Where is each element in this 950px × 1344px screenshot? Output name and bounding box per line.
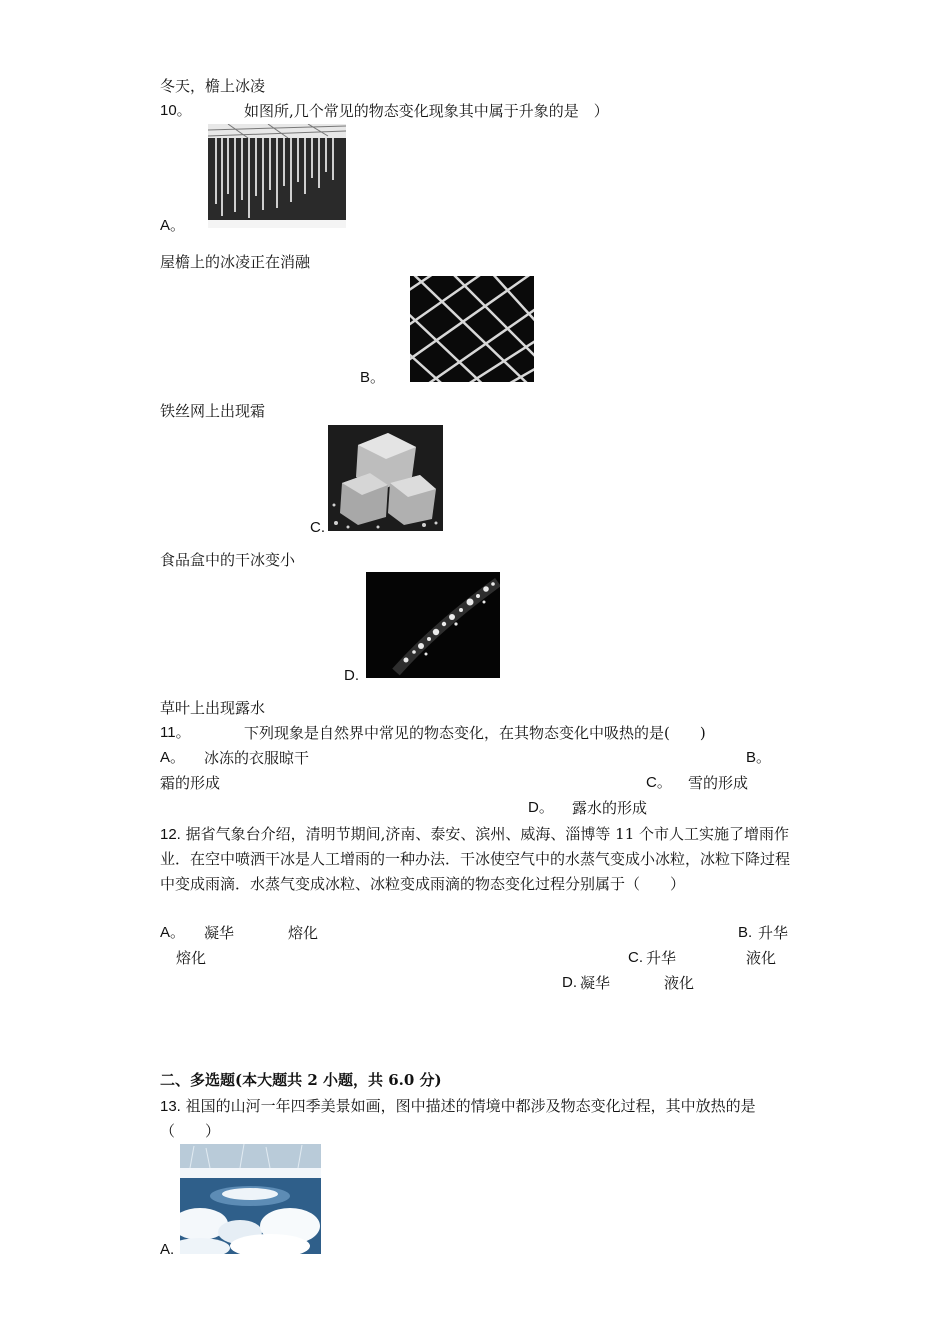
q10-option-b-caption: 铁丝网上出现霜 bbox=[160, 402, 266, 420]
q11-option-b-label: B。 bbox=[746, 749, 772, 766]
q10-option-b-label: B。 bbox=[360, 369, 386, 386]
q10-stem: 如图所,几个常见的物态变化现象其中属于升象的是 ） bbox=[244, 102, 609, 120]
q12-option-a-first: 凝华 bbox=[204, 924, 235, 942]
q11-option-d-text: 露水的形成 bbox=[572, 799, 648, 817]
q10-number: 10。 bbox=[160, 102, 192, 119]
q13-paragraph bbox=[160, 1094, 790, 1144]
q10-option-d-label: D. bbox=[344, 667, 359, 684]
q10-option-a-caption: 屋檐上的冰凌正在消融 bbox=[160, 253, 311, 271]
q12-option-d-first: 凝华 bbox=[580, 974, 611, 992]
q10-option-a-label: A。 bbox=[160, 217, 186, 234]
icicles-photo bbox=[208, 124, 346, 228]
q12-option-b-label: B. bbox=[738, 924, 753, 941]
q11-option-b-text: 霜的形成 bbox=[160, 774, 221, 792]
q11-number: 11。 bbox=[160, 724, 191, 741]
q12-number: 12. bbox=[160, 826, 181, 843]
q12-option-d-second: 液化 bbox=[664, 974, 695, 992]
q12-option-d-label: D. bbox=[562, 974, 577, 991]
snowy-river-photo bbox=[180, 1144, 321, 1254]
q13-stem: 祖国的山河一年四季美景如画，图中描述的情境中都涉及物态变化过程，其中放热的是（ ） bbox=[160, 1097, 756, 1140]
q11-option-a-label: A。 bbox=[160, 749, 186, 766]
q12-stem: 据省气象台介绍，清明节期间,济南、泰安、滨州、威海、淄博等 11 个市人工实施了增雨作业．在空中喷洒干冰是人工增雨的一种办法．干冰使空气中的水蒸气变成小冰粒，冰粒下降过程中变成雨滴．水蒸气变成冰粒、冰粒变成雨滴的物态变化过程分别属于（ ） bbox=[160, 825, 791, 893]
dry-ice-photo bbox=[328, 425, 443, 531]
q12-option-a-label: A。 bbox=[160, 924, 186, 941]
q12-option-b-first: 升华 bbox=[758, 924, 789, 942]
q10-option-d-caption: 草叶上出现露水 bbox=[160, 699, 266, 717]
q11-option-d-label: D。 bbox=[528, 799, 554, 816]
q11-option-c-label: C。 bbox=[646, 774, 672, 791]
q10-option-c-caption: 食品盒中的干冰变小 bbox=[160, 551, 296, 569]
q10-option-c-label: C. bbox=[310, 519, 325, 536]
q11-option-c-text: 雪的形成 bbox=[688, 774, 749, 792]
q12-option-c-second: 液化 bbox=[746, 949, 777, 967]
q13-number: 13. bbox=[160, 1098, 181, 1115]
dew-on-grass-photo bbox=[366, 572, 500, 678]
section-heading-multiple-choice: 二、多选题(本大题共 2 小题，共 6.0 分) bbox=[160, 1071, 442, 1089]
q12-paragraph bbox=[160, 822, 790, 897]
q11-stem: 下列现象是自然界中常见的物态变化，在其物态变化中吸热的是( ) bbox=[244, 724, 706, 742]
q12-option-b-second: 熔化 bbox=[176, 949, 207, 967]
q12-option-a-second: 熔化 bbox=[288, 924, 319, 942]
q12-option-c-first: 升华 bbox=[646, 949, 677, 967]
q13-option-a-label: A. bbox=[160, 1241, 175, 1258]
caption-icicles: 冬天，檐上冰凌 bbox=[160, 77, 266, 95]
q11-option-a-text: 冰冻的衣服晾干 bbox=[204, 749, 310, 767]
q12-option-c-label: C. bbox=[628, 949, 643, 966]
frost-wire-mesh-photo bbox=[410, 276, 534, 382]
